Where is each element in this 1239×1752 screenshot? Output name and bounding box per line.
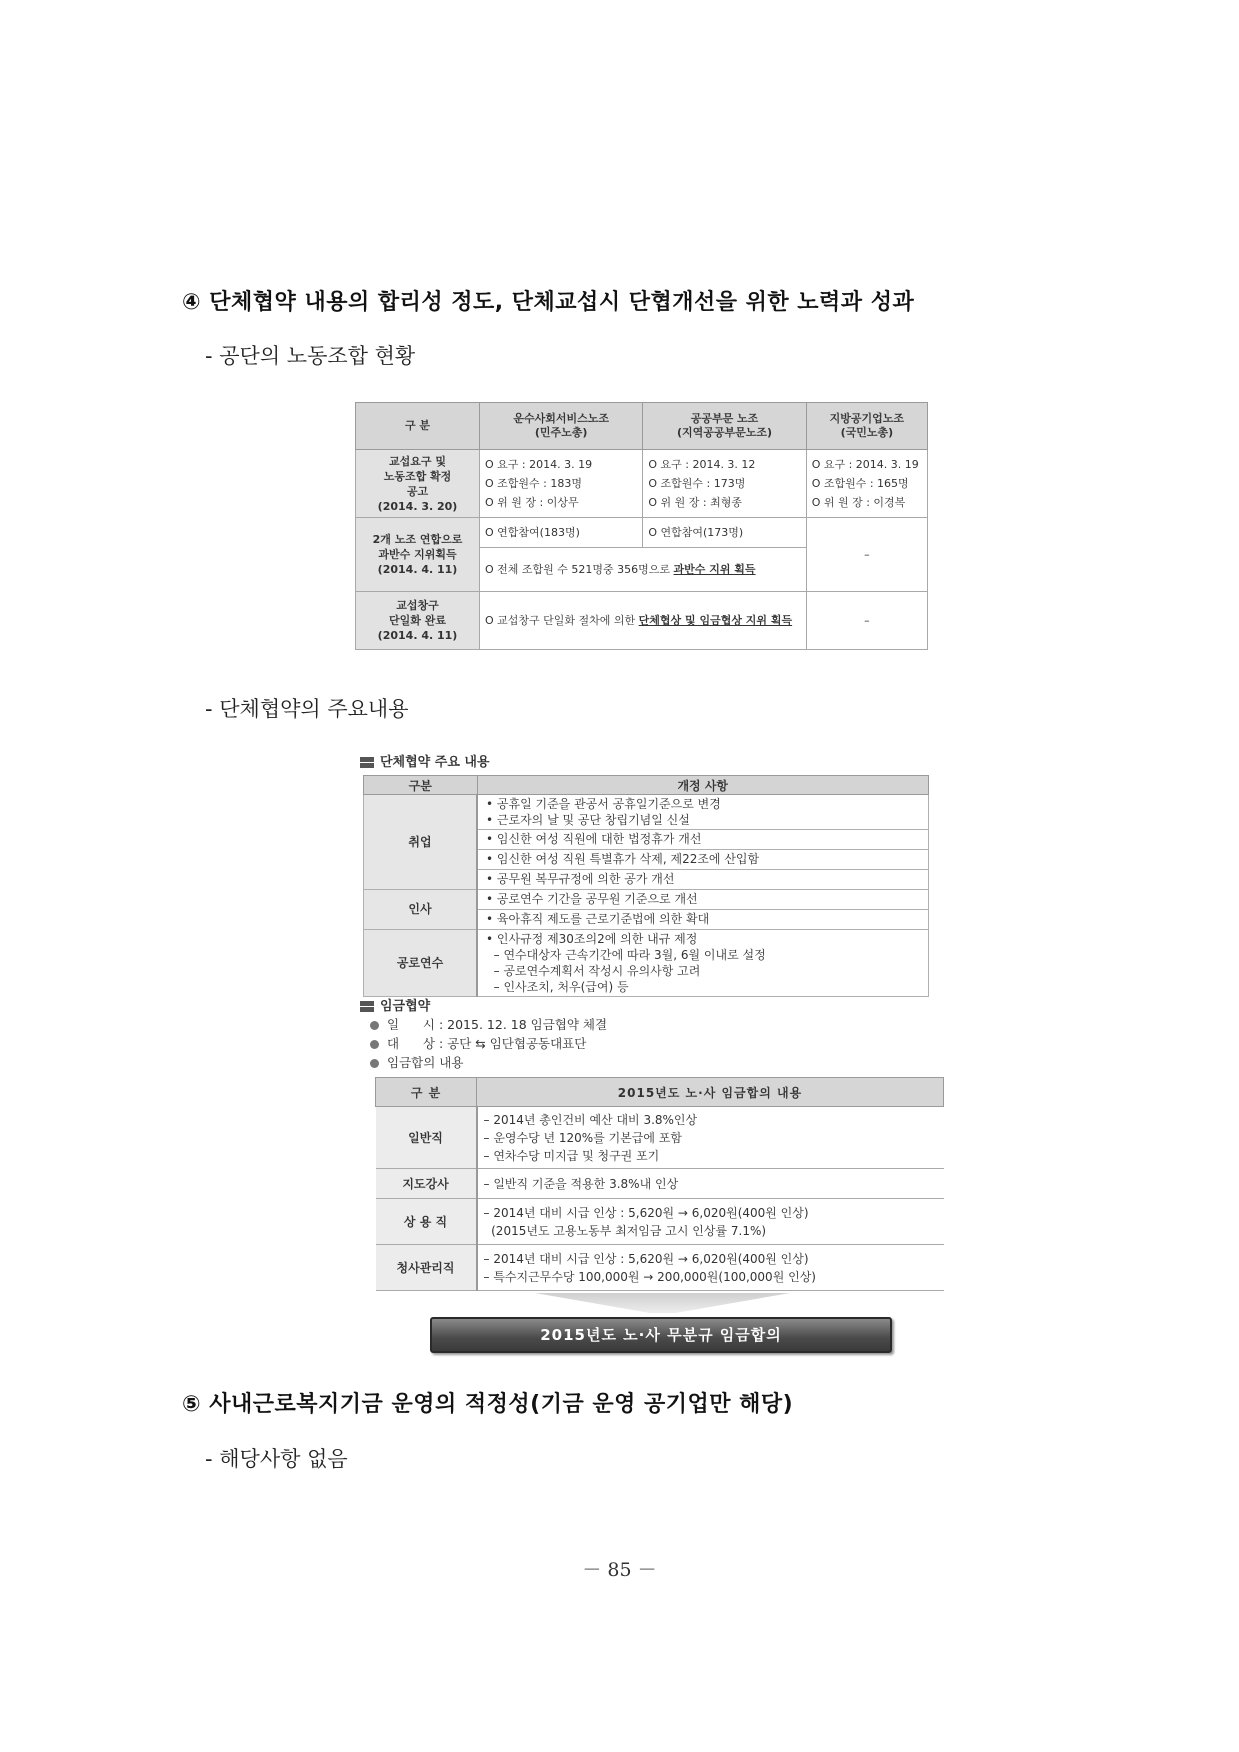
agreement-table — [363, 775, 929, 997]
union-row-label: 2개 노조 연합으로 과반수 지위획득 (2014. 4. 11) — [356, 518, 480, 592]
union-header-3: 지방공기업노조 (국민노총) — [806, 403, 927, 450]
agreement-block-title-text: 단체협약 주요 내용 — [380, 755, 490, 770]
agreement-row-label: 인사 — [364, 890, 478, 930]
union-status-table — [355, 402, 928, 650]
wage-row-label: 일반직 — [376, 1107, 477, 1169]
wage-bullet-text: 일 시 : 2015. 12. 18 임금협약 체결 — [387, 1017, 608, 1032]
section5-note: - 해당사항 없음 — [205, 1447, 348, 1471]
union-cell: O 요구 : 2014. 3. 12 O 조합원수 : 173명 O 위 원 장 : 최형종 — [643, 450, 806, 518]
agreement-item: • 공로연수 기간을 공무원 기준으로 개선 — [477, 890, 929, 910]
agreement-item: • 공휴일 기준을 관공서 공휴일기준으로 변경 • 근로자의 날 및 공단 창립기념일 신설 — [477, 795, 929, 830]
wage-bullet — [370, 1053, 607, 1072]
agreement-item: • 육아휴직 제도를 근로기준법에 의한 확대 — [477, 910, 929, 930]
union-cell: O 요구 : 2014. 3. 19 O 조합원수 : 183명 O 위 원 장 : 이상무 — [480, 450, 643, 518]
section5-title: ⑤ 사내근로복지기금 운영의 적정성(기금 운영 공기업만 해당) — [182, 1392, 794, 1417]
wage-bullet — [370, 1015, 607, 1034]
wage-block-title — [360, 995, 430, 1014]
union-wide-cell — [480, 592, 807, 650]
union-cell: O 연합참여(183명) — [480, 518, 643, 548]
wage-bullet-text: 임금합의 내용 — [387, 1055, 464, 1070]
agreement-item: • 임신한 여성 직원에 대한 법정휴가 개선 — [477, 830, 929, 850]
bullet-icon — [370, 1040, 379, 1049]
wage-row-text: – 2014년 대비 시급 인상 : 5,620원 → 6,020원(400원 인상) (2015년도 고용노동부 최저임금 고시 인상률 7.1%) — [477, 1199, 944, 1245]
union-text: O 전체 조합원 수 521명중 356명으로 — [485, 563, 674, 576]
bullet-icon — [370, 1021, 379, 1030]
union-underlined-text: 단체협상 및 임금협상 지위 획득 — [638, 614, 793, 627]
agreement-header-changes: 개정 사항 — [477, 776, 929, 795]
union-header-1: 운수사회서비스노조 (민주노총) — [480, 403, 643, 450]
wage-row-label: 지도강사 — [376, 1169, 477, 1199]
agreement-item: • 인사규정 제30조의2에 의한 내규 제정 – 연수대상자 근속기간에 따라 3월, 6월 이내로 설정 – 공로연수계획서 작성시 유의사항 고려 – 인사조치, 처우(급여) 등 — [477, 930, 929, 997]
wage-header-content: 2015년도 노·사 임금합의 내용 — [477, 1078, 944, 1107]
union-text: O 교섭창구 단일화 절차에 의한 — [485, 614, 639, 627]
union-row-label: 교섭요구 및 노동조합 확정 공고 (2014. 3. 20) — [356, 450, 480, 518]
section4-title: ④ 단체협약 내용의 합리성 정도, 단체교섭시 단협개선을 위한 노력과 성과 — [182, 290, 915, 315]
wage-bullet-list — [370, 1015, 607, 1072]
union-underlined-text: 과반수 지위 획득 — [673, 563, 756, 576]
agreement-block-title — [360, 751, 490, 770]
wage-bullet-text: 대 상 : 공단 ⇆ 임단협공동대표단 — [387, 1036, 587, 1051]
wage-row-label: 상 용 직 — [376, 1199, 477, 1245]
union-row-label: 교섭창구 단일화 완료 (2014. 4. 11) — [356, 592, 480, 650]
wage-row-label: 청사관리직 — [376, 1245, 477, 1291]
union-wide-cell — [480, 548, 807, 592]
agreement-row-label: 취업 — [364, 795, 478, 890]
bullet-icon — [370, 1059, 379, 1068]
wage-row-text: – 2014년 대비 시급 인상 : 5,620원 → 6,020원(400원 인상) – 특수지근무수당 100,000원 → 200,000원(100,000원 인상) — [477, 1245, 944, 1291]
wage-agreement-banner: 2015년도 노·사 무분규 임금합의 — [430, 1317, 892, 1353]
down-arrow-icon — [535, 1293, 790, 1313]
block-square-icon — [360, 1001, 374, 1012]
union-header-2: 공공부문 노조 (지역공공부문노조) — [643, 403, 806, 450]
agreement-item: • 공무원 복무규정에 의한 공가 개선 — [477, 870, 929, 890]
wage-row-text: – 2014년 총인건비 예산 대비 3.8%인상 – 운영수당 년 120%를 기본급에 포함 – 연차수당 미지급 및 청구권 포기 — [477, 1107, 944, 1169]
union-dash: – — [806, 592, 927, 650]
agreement-label: - 단체협약의 주요내용 — [205, 697, 409, 721]
union-cell: O 연합참여(173명) — [643, 518, 806, 548]
agreement-item: • 임신한 여성 직원 특별휴가 삭제, 제22조에 산입함 — [477, 850, 929, 870]
union-dash: – — [806, 518, 927, 592]
union-status-label: - 공단의 노동조합 현황 — [205, 344, 416, 368]
wage-block-title-text: 임금협약 — [380, 999, 431, 1014]
page-number: － 85 － — [582, 1559, 657, 1581]
wage-bullet — [370, 1034, 607, 1053]
wage-table — [375, 1077, 944, 1291]
union-header-category: 구 분 — [356, 403, 480, 450]
wage-header-category: 구 분 — [376, 1078, 477, 1107]
agreement-row-label: 공로연수 — [364, 930, 478, 997]
wage-row-text: – 일반직 기준을 적용한 3.8%내 인상 — [477, 1169, 944, 1199]
block-square-icon — [360, 757, 374, 768]
agreement-header-category: 구분 — [364, 776, 478, 795]
union-cell: O 요구 : 2014. 3. 19 O 조합원수 : 165명 O 위 원 장 : 이경복 — [806, 450, 927, 518]
